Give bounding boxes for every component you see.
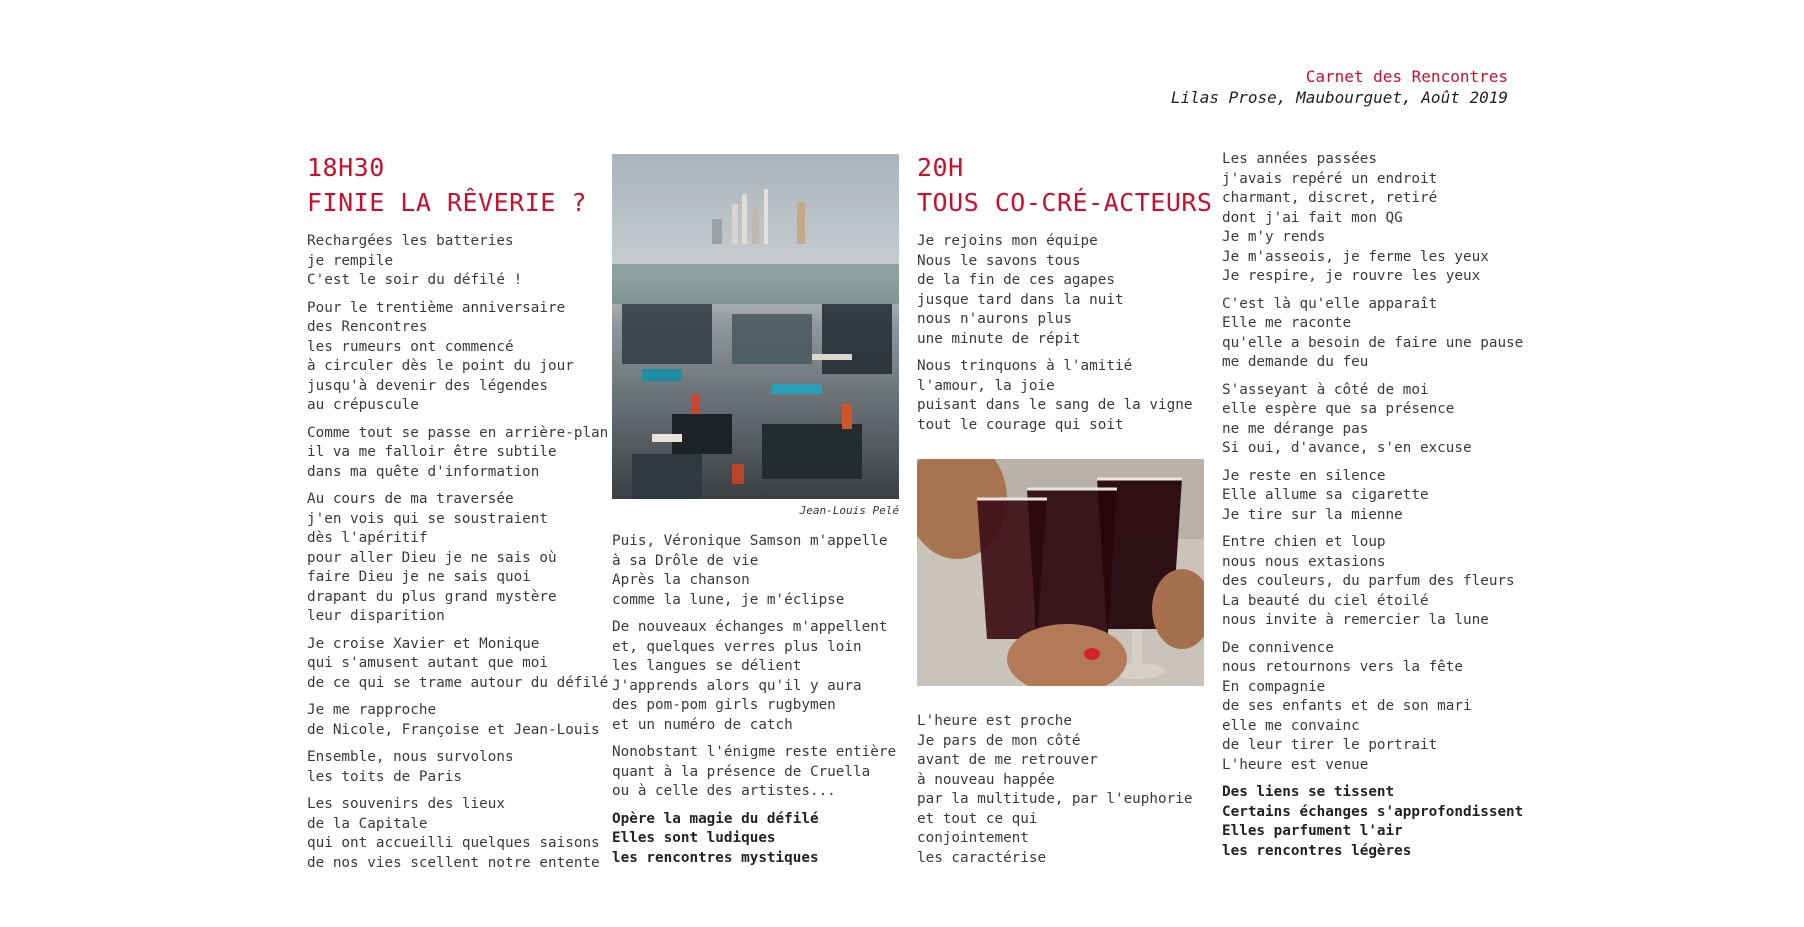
stanza: Puis, Véronique Samson m'appelle à sa Drôle de vie Après la chanson comme la lune, je m'éclipse <box>612 533 888 608</box>
column-3-bottom <box>917 712 1207 876</box>
stanza: Les souvenirs des lieux de la Capitale qui ont accueilli quelques saisons de nos vies scellent notre entente <box>307 796 600 871</box>
header-subtitle: Lilas Prose, Maubourguet, Août 2019 <box>1170 88 1508 107</box>
stanza: Ensemble, nous survolons les toits de Paris <box>307 749 514 785</box>
heading-title: TOUS CO-CRÉ-ACTEURS <box>917 188 1213 217</box>
stanza: Les années passées j'avais repéré un endroit charmant, discret, retiré dont j'ai fait mon QG Je m'y rends Je m'asseois, je ferme les yeux Je respire, je rouvre les yeux <box>1222 151 1489 284</box>
stanza: Rechargées les batteries je rempile C'est le soir du défilé ! <box>307 233 523 288</box>
stanza: Nonobstant l'énigme reste entière quant à la présence de Cruella ou à celle des artistes... <box>612 744 897 799</box>
closing-stanza: Opère la magie du défilé Elles sont ludiques les rencontres mystiques <box>612 810 819 866</box>
stanza: Je reste en silence Elle allume sa cigarette Je tire sur la mienne <box>1222 467 1429 523</box>
stanza: Je rejoins mon équipe Nous le savons tous de la fin de ces agapes jusque tard dans la nuit nous n'aurons plus une minute de répit <box>917 233 1124 347</box>
closing-stanza: Des liens se tissent Certains échanges s'approfondissent Elles parfument l'air les rencontres légères <box>1222 784 1524 859</box>
stanza: Nous trinquons à l'amitié l'amour, la joie puisant dans le sang de la vigne tout le courage qui soit <box>917 358 1193 433</box>
column-3 <box>917 150 1213 443</box>
section-heading-18h30 <box>307 150 597 220</box>
stanza: L'heure est proche Je pars de mon côté avant de me retrouver à nouveau happée par la multitude, par l'euphorie et tout ce qui conjointement les caractérise <box>917 713 1193 866</box>
stanza: Je me rapproche de Nicole, Françoise et Jean-Louis <box>307 702 600 738</box>
cityscape-painting <box>612 154 899 499</box>
column-1 <box>307 150 609 881</box>
section-heading-20h <box>917 150 1213 220</box>
stanza: De nouveaux échanges m'appellent et, quelques verres plus loin les langues se délient J'apprends alors qu'il y aura des pom-pom girls rugbymen et un numéro de catch <box>612 619 888 733</box>
heading-title: FINIE LA RÊVERIE ? <box>307 188 587 217</box>
stanza: S'asseyant à côté de moi elle espère que sa présence ne me dérange pas Si oui, d'avance, s'en excuse <box>1222 381 1472 456</box>
stanza: C'est là qu'elle apparaît Elle me raconte qu'elle a besoin de faire une pause me demande du feu <box>1222 295 1524 370</box>
painting-caption: Jean-Louis Pelé <box>799 504 899 517</box>
header <box>1171 66 1508 108</box>
column-4 <box>1222 150 1524 869</box>
stanza: Au cours de ma traversée j'en vois qui se soustraient dès l'apéritif pour aller Dieu je ne sais où faire Dieu je ne sais quoi drapant du plus grand mystère leur disparition <box>307 491 557 624</box>
column-2 <box>612 532 902 876</box>
stanza: Comme tout se passe en arrière-plan il va me falloir être subtile dans ma quête d'information <box>307 424 609 480</box>
stanza: Pour le trentième anniversaire des Rencontres les rumeurs ont commencé à circuler dès le point du jour jusqu'à devenir des légendes au crépuscule <box>307 299 574 413</box>
stanza: Je croise Xavier et Monique qui s'amusent autant que moi de ce qui se trame autour du défilé <box>307 635 609 691</box>
wine-glasses-photo <box>917 459 1204 686</box>
stanza: Entre chien et loup nous nous extasions des couleurs, du parfum des fleurs La beauté du ciel étoilé nous invite à remercier la lune <box>1222 534 1515 628</box>
stanza: De connivence nous retournons vers la fête En compagnie de ses enfants et de son mari elle me convainc de leur tirer le portrait L'heure est venue <box>1222 639 1472 773</box>
header-title: Carnet des Rencontres <box>1305 67 1508 86</box>
heading-time: 18H30 <box>307 153 385 182</box>
heading-time: 20H <box>917 153 964 182</box>
